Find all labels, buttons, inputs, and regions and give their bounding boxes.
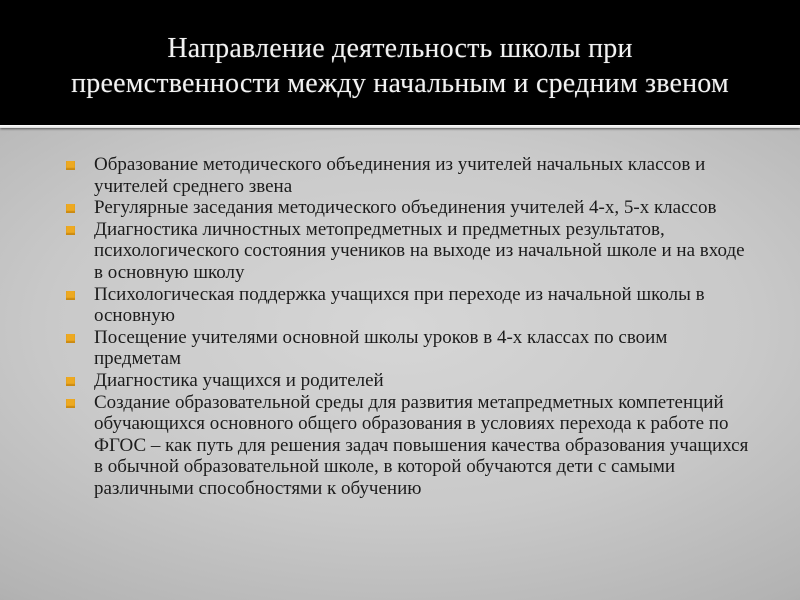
- bullet-text: Диагностика личностных метопредметных и предметных результатов, психологического состояния учеников на выходе из начальной школе и на входе в основную школу: [94, 218, 745, 283]
- list-item: [66, 327, 758, 370]
- bullet-square-icon: [66, 204, 75, 213]
- bullet-square-icon: [66, 399, 75, 408]
- bullet-list: [66, 154, 758, 500]
- bullet-text: Диагностика учащихся и родителей: [94, 369, 384, 391]
- list-item: [66, 154, 758, 197]
- bullet-text: Регулярные заседания методического объединения учителей 4-х, 5-х классов: [94, 197, 717, 219]
- list-item: [66, 219, 758, 284]
- bullet-square-icon: [66, 291, 75, 300]
- bullet-square-icon: [66, 334, 75, 343]
- list-item: [66, 392, 758, 500]
- slide-title: [71, 25, 729, 101]
- slide-title-line-1: Направление деятельность школы при: [167, 32, 633, 64]
- bullet-text: Посещение учителями основной школы уроков в 4-х классах по своим предметам: [94, 326, 668, 370]
- bullet-square-icon: [66, 377, 75, 386]
- list-item: [66, 370, 758, 392]
- title-bar: [0, 0, 800, 125]
- bullet-square-icon: [66, 161, 75, 170]
- list-item: [66, 284, 758, 327]
- divider-line: [0, 125, 800, 128]
- bullet-square-icon: [66, 226, 75, 235]
- slide-title-line-2: преемственности между начальным и средним звеном: [71, 67, 729, 99]
- slide-body: [0, 128, 800, 600]
- list-item: [66, 197, 758, 219]
- bullet-text: Создание образовательной среды для развития метапредметных компетенций обучающихся основного общего образования в условиях перехода к работе по ФГОС – как путь для решения задач повышения качества образования учащихся в обычной образовательной школе, в которой обучаются дети с самыми различными способностями к обучению: [94, 391, 749, 499]
- bullet-text: Психологическая поддержка учащихся при переходе из начальной школы в основную: [94, 283, 705, 327]
- bullet-text: Образование методического объединения из учителей начальных классов и учителей среднего звена: [94, 154, 706, 197]
